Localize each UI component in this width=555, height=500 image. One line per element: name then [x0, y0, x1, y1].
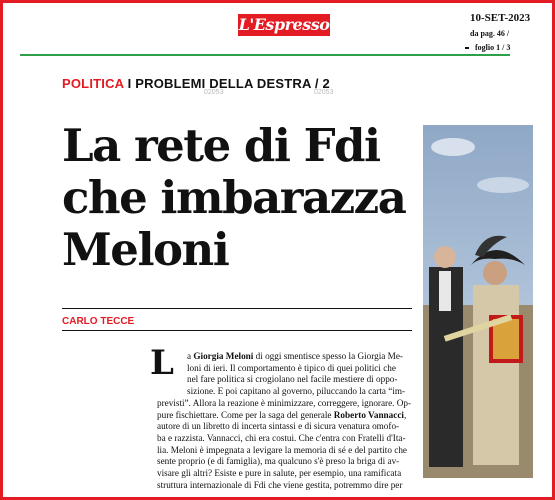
body-text: struttura internazionale di Fdi che viene gestita, potremmo dire per: [157, 479, 403, 490]
masthead-logo: L'Espresso: [238, 15, 330, 34]
watermark-code: 02053: [204, 89, 224, 96]
body-text: autore di un libretto di incerta sintassi e di sicura venatura omofo-: [157, 421, 400, 432]
series-label: PROBLEMI DELLA DESTRA / 2: [135, 76, 330, 91]
body-text: di oggi smentisce spesso la Giorgia Me-: [253, 351, 403, 361]
body-text: pure fischiettare. Come per la saga del generale: [157, 409, 334, 420]
article-body: [157, 351, 415, 491]
body-line: [187, 374, 415, 386]
body-text: a: [187, 351, 194, 361]
photo-illustration: [423, 125, 533, 478]
headline-line: Meloni: [62, 223, 229, 276]
body-line: [157, 480, 415, 492]
body-line: [187, 363, 415, 375]
body-line: [157, 398, 415, 410]
page-reference: da pag. 46 /: [470, 29, 510, 38]
body-line: [157, 445, 415, 457]
body-text: nel fare politica si crogiolano nel facile mestiere di oppo-: [187, 374, 398, 385]
publication-date: 10-SET-2023: [470, 12, 531, 24]
body-line: [157, 433, 415, 445]
body-text: visare gli altri? Esiste e pure in salute, per esempio, una ramificata: [157, 468, 402, 479]
headline-line: che imbarazza: [62, 171, 406, 224]
watermark-code: 02053: [314, 89, 334, 96]
body-line: [157, 421, 415, 433]
article-kicker: [62, 76, 330, 91]
body-line: [187, 351, 415, 363]
drop-cap: L: [150, 343, 174, 383]
body-line: [187, 386, 415, 398]
body-text: loni di ieri. Il comportamento è tipico di quei politici che: [187, 362, 396, 373]
body-text: ,: [403, 409, 407, 420]
side-strip: [540, 120, 550, 480]
body-text: previsti”. Allora la reazione è minimizzare, correggere, ignorare. Op-: [157, 397, 412, 408]
body-bold-name: Giorgia Meloni: [193, 351, 254, 361]
body-text: lia. Meloni è impegnata a levigare la memoria di sé e del partito che: [157, 444, 408, 455]
body-text: sente proprio (e di famiglia), ma qualcuno s'è preso la briga di av-: [157, 456, 400, 467]
sheet-reference: [465, 43, 510, 52]
sheet-reference-text: foglio 1 / 3: [475, 43, 511, 52]
article-photo: [423, 125, 533, 478]
kicker-separator: I: [127, 76, 136, 91]
author-rule-top: [62, 308, 412, 309]
body-line: [157, 468, 415, 480]
body-line: [157, 410, 415, 422]
article-headline: [62, 120, 412, 276]
headline-line: La rete di Fdi: [62, 119, 380, 172]
masthead-divider: [20, 54, 510, 56]
article-author: CARLO TECCE: [62, 316, 135, 327]
section-label: POLITICA: [62, 76, 124, 91]
author-rule-bottom: [62, 330, 412, 331]
body-text: ba e razzista. Vannacci, chi era costui. Che c'entra con Fratelli d'Ita-: [157, 432, 406, 443]
body-line: [157, 456, 415, 468]
dash-mark: [465, 47, 469, 49]
body-bold-name: Roberto Vannacci: [333, 409, 404, 420]
body-text: sizione. E poi capitano al governo, piluccando la carta “im-: [187, 386, 406, 397]
